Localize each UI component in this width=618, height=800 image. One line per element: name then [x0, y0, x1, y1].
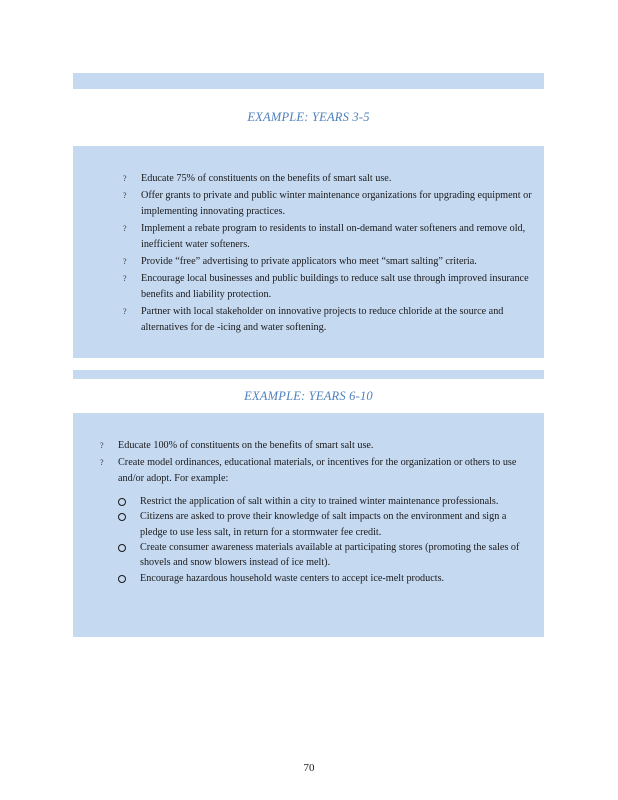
- top-band: [73, 73, 544, 89]
- page-number: 70: [303, 762, 315, 774]
- list-item: ? Offer grants to private and public winter maintenance organizations for upgrading equipment or implementing innovating practices.: [123, 189, 532, 218]
- circle-bullet-icon: [118, 513, 126, 521]
- sub-list-item: Citizens are asked to prove their knowledge of salt impacts on the environment and sign a pledge to use less salt, in return for a stormwater fee credit.: [118, 509, 532, 540]
- sub-list-item: Restrict the application of salt within a city to trained winter maintenance professionals.: [118, 494, 532, 509]
- section-heading-years-3-5: EXAMPLE: YEARS 3-5: [247, 110, 370, 124]
- circle-bullet-icon: [118, 498, 126, 506]
- bullet-marker: ?: [123, 223, 127, 233]
- list-item: ? Create model ordinances, educational materials, or incentives for the organization or others to use and/or adopt. For example: Restrict the application of salt within a city to trained winter maintenance professionals. Citizens are asked to prove their knowledge of salt impacts on the environment and sign a pledge to use less salt, in return for a stormwater fee credit. Create consumer awareness materials available at participating stores (promoting the sales of shovels and snow blowers instead of ice melt). Encourage hazardous household waste centers to accept ice-melt products.: [100, 455, 532, 587]
- sub-list-examples: [118, 494, 532, 586]
- bullet-marker: ?: [123, 190, 127, 200]
- bullet-marker: ?: [123, 306, 127, 316]
- sub-list-item: Encourage hazardous household waste centers to accept ice-melt products.: [118, 571, 532, 586]
- circle-bullet-icon: [118, 575, 126, 583]
- bullet-marker: ?: [100, 457, 104, 467]
- section-box-years-3-5: [73, 146, 544, 358]
- list-item: ? Partner with local stakeholder on innovative projects to reduce chloride at the source and alternatives for de -icing and water softening.: [123, 305, 504, 334]
- section-box-years-6-10: [73, 413, 544, 637]
- list-item: ? Provide “free” advertising to private applicators who meet “smart salting” criteria.: [123, 254, 532, 271]
- bullet-list-years-3-5: [123, 171, 532, 337]
- middle-band: [73, 370, 544, 379]
- bullet-marker: ?: [123, 273, 127, 283]
- section-heading-years-6-10: EXAMPLE: YEARS 6-10: [244, 389, 373, 403]
- list-item: ? Educate 75% of constituents on the benefits of smart salt use.: [123, 171, 532, 188]
- bullet-marker: ?: [100, 441, 104, 450]
- circle-bullet-icon: [118, 544, 126, 552]
- list-item: ? Encourage local businesses and public buildings to reduce salt use through improved insurance benefits and liability protection.: [123, 272, 529, 301]
- sub-list-item: Create consumer awareness materials available at participating stores (promoting the sales of shovels and snow blowers instead of ice melt).: [118, 540, 532, 571]
- list-item: ? Implement a rebate program to residents to install on-demand water softeners and remove old, inefficient water softeners.: [123, 222, 526, 251]
- list-item: ? Educate 100% of constituents on the benefits of smart salt use.: [100, 438, 532, 455]
- bullet-marker: ?: [123, 174, 127, 183]
- bullet-list-years-6-10: [100, 438, 532, 586]
- bullet-marker: ?: [123, 256, 127, 266]
